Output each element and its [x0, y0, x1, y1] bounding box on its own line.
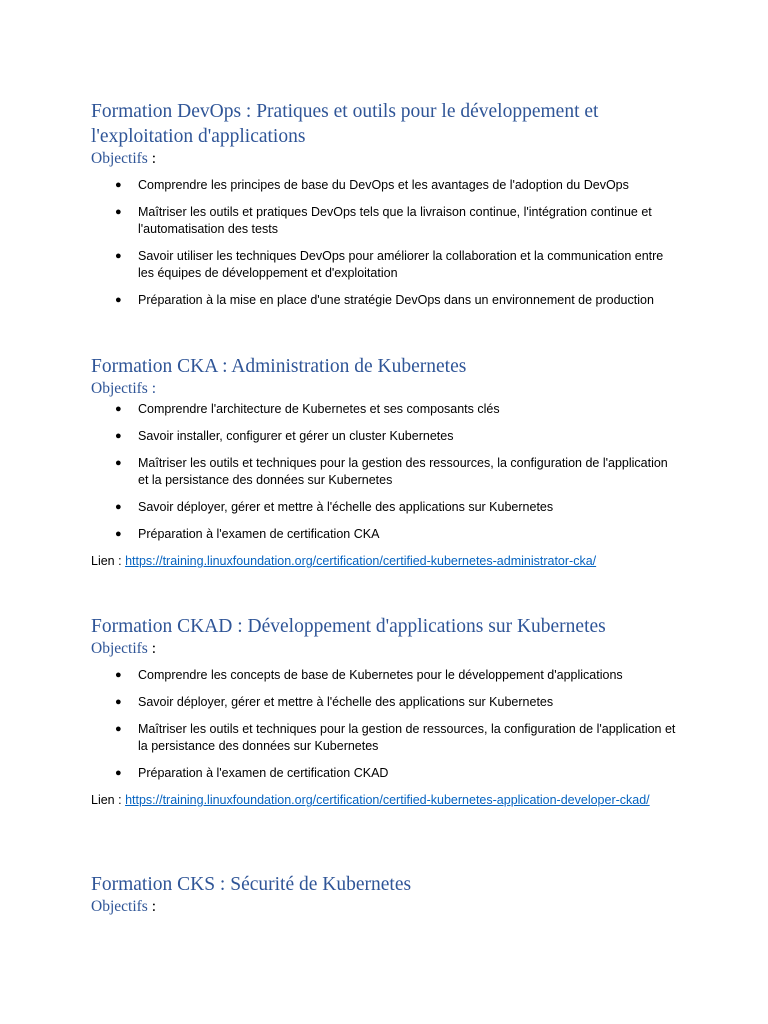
list-item-text: Préparation à l'examen de certification CKAD — [138, 766, 389, 780]
bullet-icon: ● — [115, 528, 122, 540]
objectifs-colon: : — [147, 380, 157, 397]
objectifs-list — [91, 401, 691, 543]
list-item — [91, 177, 678, 194]
objectifs-list — [91, 667, 691, 782]
section-title: Formation CKA : Administration de Kubernetes — [91, 356, 467, 377]
objectifs-heading — [91, 897, 691, 917]
objectifs-heading — [91, 379, 691, 399]
section-devops — [91, 99, 691, 309]
list-item — [91, 526, 678, 543]
bullet-icon: ● — [115, 294, 122, 306]
list-item-text: Savoir installer, configurer et gérer un cluster Kubernetes — [138, 429, 454, 443]
list-item — [91, 499, 678, 516]
objectifs-heading — [91, 639, 691, 659]
list-item — [91, 455, 678, 489]
objectifs-list — [91, 177, 691, 309]
list-item — [91, 428, 678, 445]
list-item — [91, 721, 678, 755]
list-item-text: Préparation à l'examen de certification CKA — [138, 527, 380, 541]
ckad-certification-link[interactable]: https://training.linuxfoundation.org/certification/certified-kubernetes-application-developer-ckad/ — [125, 793, 650, 807]
objectifs-colon: : — [147, 898, 157, 915]
list-item — [91, 292, 678, 309]
list-item-text: Comprendre les concepts de base de Kubernetes pour le développement d'applications — [138, 668, 623, 682]
list-item-text: Savoir utiliser les techniques DevOps pour améliorer la collaboration et la communication entre les équipes de développement et d'exploitation — [138, 249, 664, 280]
section-title: Formation DevOps : Pratiques et outils pour le développement et l'exploitation d'applications — [91, 101, 599, 147]
list-item-text: Savoir déployer, gérer et mettre à l'échelle des applications sur Kubernetes — [138, 500, 554, 514]
bullet-icon: ● — [115, 723, 122, 735]
list-item-text: Maîtriser les outils et techniques pour la gestion des ressources, la configuration de l'application et la persistance des données sur Kubernetes — [138, 456, 668, 487]
list-item — [91, 694, 678, 711]
objectifs-heading — [91, 149, 691, 169]
list-item — [91, 667, 678, 684]
bullet-icon: ● — [115, 457, 122, 469]
bullet-icon: ● — [115, 669, 122, 681]
lien-label: Lien : — [91, 793, 126, 807]
list-item — [91, 248, 678, 282]
bullet-icon: ● — [115, 696, 122, 708]
objectifs-label: Objectifs — [91, 150, 148, 167]
list-item-text: Comprendre les principes de base du DevOps et les avantages de l'adoption du DevOps — [138, 178, 629, 192]
list-item-text: Préparation à la mise en place d'une stratégie DevOps dans un environnement de production — [138, 293, 654, 307]
bullet-icon: ● — [115, 403, 122, 415]
cka-certification-link[interactable]: https://training.linuxfoundation.org/certification/certified-kubernetes-administrator-cka/ — [125, 554, 597, 568]
section-cka — [91, 354, 691, 570]
bullet-icon: ● — [115, 767, 122, 779]
list-item-text: Maîtriser les outils et pratiques DevOps tels que la livraison continue, l'intégration continue et l'automatisation des tests — [138, 205, 652, 236]
list-item — [91, 401, 678, 418]
bullet-icon: ● — [115, 430, 122, 442]
bullet-icon: ● — [115, 250, 122, 262]
section-cks — [91, 872, 691, 917]
objectifs-colon: : — [147, 150, 157, 167]
list-item-text: Savoir déployer, gérer et mettre à l'échelle des applications sur Kubernetes — [138, 695, 554, 709]
objectifs-label: Objectifs — [91, 640, 148, 657]
section-ckad — [91, 614, 691, 809]
bullet-icon: ● — [115, 206, 122, 218]
lien-paragraph — [91, 792, 671, 809]
list-item-text: Maîtriser les outils et techniques pour la gestion de ressources, la configuration de l'application et la persistance des données sur Kubernetes — [138, 722, 676, 753]
bullet-icon: ● — [115, 501, 122, 513]
bullet-icon: ● — [115, 179, 122, 191]
lien-label: Lien : — [91, 554, 126, 568]
list-item — [91, 204, 678, 238]
list-item — [91, 765, 678, 782]
list-item-text: Comprendre l'architecture de Kubernetes et ses composants clés — [138, 402, 500, 416]
objectifs-label: Objectifs — [91, 898, 148, 915]
lien-paragraph — [91, 553, 671, 570]
objectifs-label: Objectifs — [91, 380, 148, 397]
objectifs-colon: : — [147, 640, 157, 657]
section-title: Formation CKS : Sécurité de Kubernetes — [91, 874, 412, 895]
section-title: Formation CKAD : Développement d'applications sur Kubernetes — [91, 616, 606, 637]
